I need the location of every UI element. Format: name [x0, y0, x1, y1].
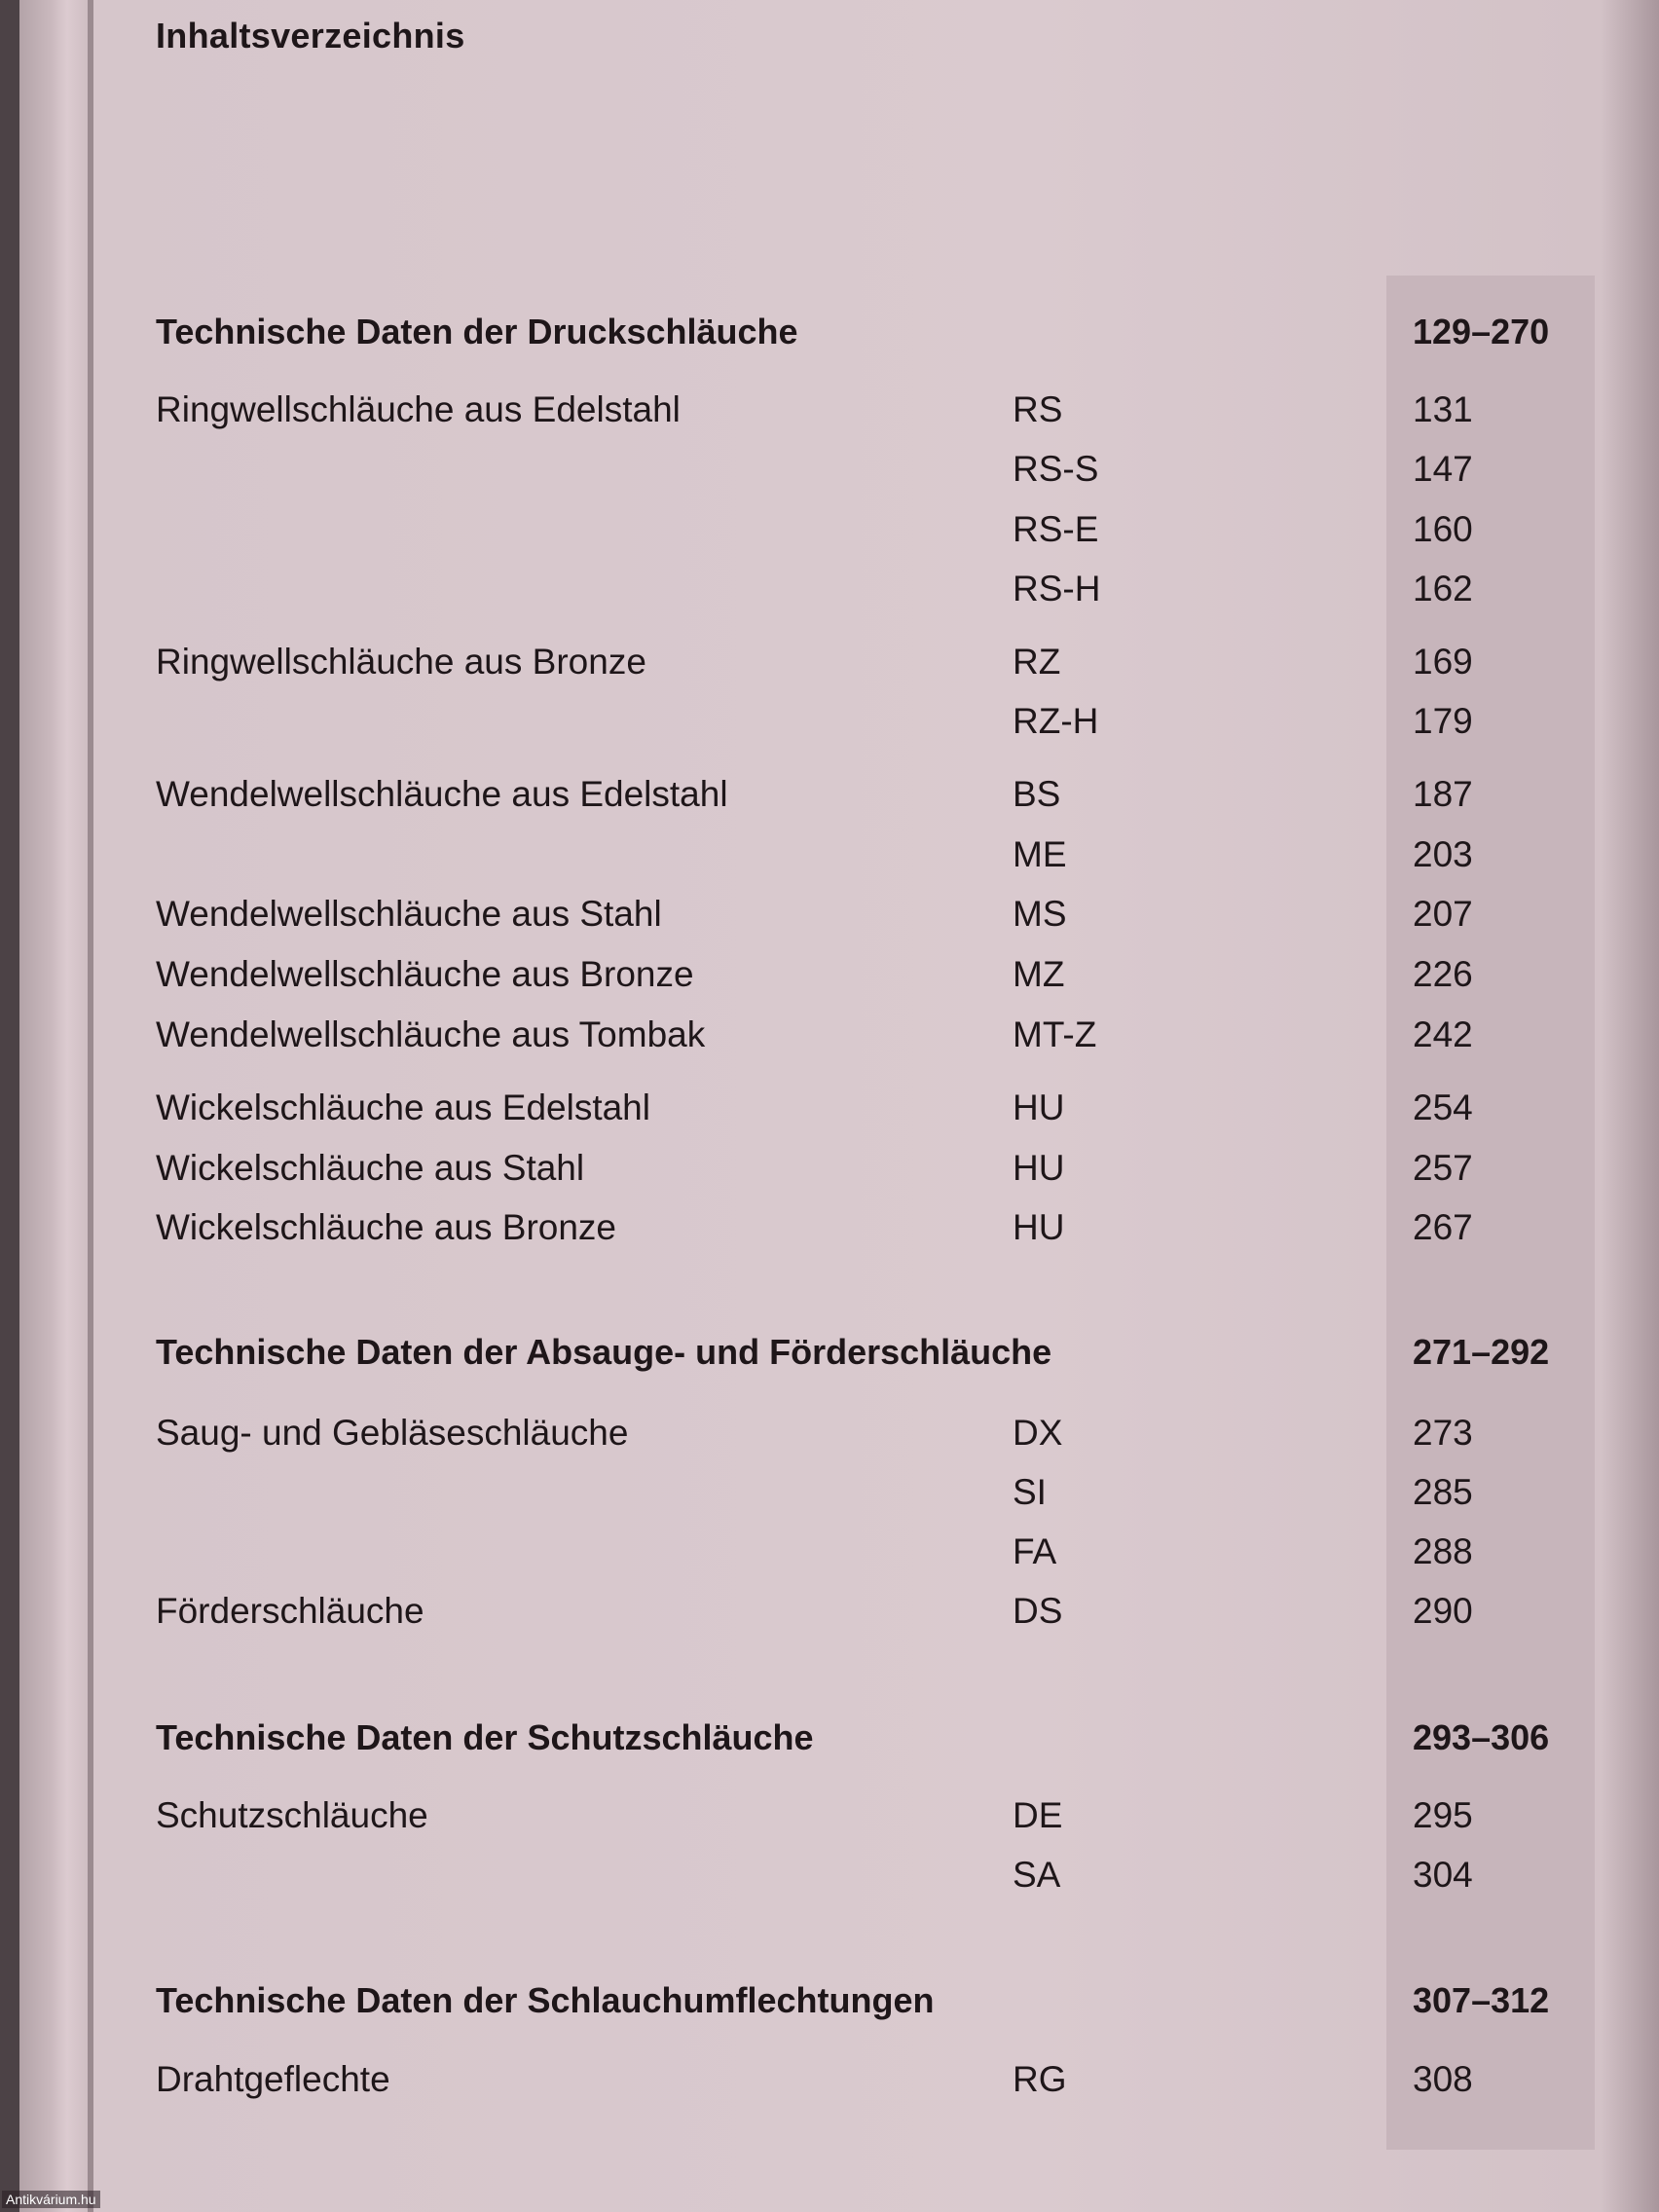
entry-label: Wendelwellschläuche aus Stahl [156, 894, 662, 934]
toc-entry [0, 642, 1659, 688]
toc-entry [0, 509, 1659, 556]
section-title: Technische Daten der Absauge- und Förderschläuche [156, 1332, 1052, 1372]
entry-label: Ringwellschläuche aus Bronze [156, 642, 646, 682]
entry-code: MS [1013, 894, 1067, 934]
section-title: Technische Daten der Schutzschläuche [156, 1717, 814, 1757]
entry-code: DE [1013, 1795, 1063, 1835]
toc-entry [0, 834, 1659, 881]
page-title: Inhaltsverzeichnis [156, 16, 465, 55]
entry-code: RS-E [1013, 509, 1099, 549]
entry-page: 207 [1413, 894, 1473, 934]
entry-code: MZ [1013, 954, 1065, 994]
entry-page: 169 [1413, 642, 1473, 682]
section-page-range: 271–292 [1413, 1332, 1550, 1372]
entry-page: 226 [1413, 954, 1473, 994]
toc-entry [0, 1472, 1659, 1519]
entry-label: Wendelwellschläuche aus Edelstahl [156, 774, 728, 814]
entry-page: 288 [1413, 1531, 1473, 1571]
toc-entry [0, 1531, 1659, 1578]
entry-label: Wickelschläuche aus Bronze [156, 1207, 616, 1247]
entry-label: Wendelwellschläuche aus Bronze [156, 954, 694, 994]
toc-entry [0, 1148, 1659, 1195]
entry-code: FA [1013, 1531, 1057, 1571]
toc-entry [0, 954, 1659, 1001]
toc-entry [0, 1795, 1659, 1842]
section-title: Technische Daten der Schlauchumflechtungen [156, 1980, 935, 2020]
entry-page: 179 [1413, 701, 1473, 741]
toc-entry [0, 894, 1659, 940]
entry-page: 242 [1413, 1014, 1473, 1054]
section-page-range: 307–312 [1413, 1980, 1550, 2020]
entry-code: RG [1013, 2059, 1067, 2099]
entry-page: 308 [1413, 2059, 1473, 2099]
entry-code: BS [1013, 774, 1061, 814]
entry-label: Wickelschläuche aus Edelstahl [156, 1088, 650, 1127]
toc-section-heading [0, 1717, 1659, 1764]
entry-page: 162 [1413, 569, 1473, 608]
entry-code: RS [1013, 389, 1063, 429]
entry-code: HU [1013, 1148, 1065, 1188]
section-page-range: 293–306 [1413, 1717, 1550, 1757]
toc-entry [0, 389, 1659, 436]
section-title: Technische Daten der Druckschläuche [156, 312, 798, 351]
toc-section-heading [0, 1980, 1659, 2027]
toc-section-heading [0, 312, 1659, 358]
entry-code: RS-S [1013, 449, 1099, 489]
toc-entry [0, 701, 1659, 748]
entry-code: DX [1013, 1413, 1063, 1453]
toc-entry [0, 1591, 1659, 1638]
entry-page: 285 [1413, 1472, 1473, 1512]
entry-page: 254 [1413, 1088, 1473, 1127]
toc-section-heading [0, 1332, 1659, 1379]
toc-entry [0, 449, 1659, 496]
entry-label: Saug- und Gebläseschläuche [156, 1413, 629, 1453]
entry-label: Wickelschläuche aus Stahl [156, 1148, 585, 1188]
toc-entry [0, 1855, 1659, 1901]
entry-code: SI [1013, 1472, 1047, 1512]
entry-label: Förderschläuche [156, 1591, 424, 1631]
toc-entry [0, 1207, 1659, 1254]
toc-entry [0, 1088, 1659, 1134]
toc-entry [0, 2059, 1659, 2106]
entry-code: RZ [1013, 642, 1061, 682]
entry-code: MT-Z [1013, 1014, 1097, 1054]
entry-page: 267 [1413, 1207, 1473, 1247]
toc-entry [0, 569, 1659, 615]
entry-code: RS-H [1013, 569, 1101, 608]
entry-label: Schutzschläuche [156, 1795, 428, 1835]
entry-page: 203 [1413, 834, 1473, 874]
entry-page: 304 [1413, 1855, 1473, 1895]
entry-page: 160 [1413, 509, 1473, 549]
entry-label: Drahtgeflechte [156, 2059, 390, 2099]
entry-code: HU [1013, 1088, 1065, 1127]
entry-page: 257 [1413, 1148, 1473, 1188]
entry-code: DS [1013, 1591, 1063, 1631]
entry-code: SA [1013, 1855, 1061, 1895]
entry-page: 131 [1413, 389, 1473, 429]
entry-label: Ringwellschläuche aus Edelstahl [156, 389, 681, 429]
entry-code: RZ-H [1013, 701, 1099, 741]
entry-page: 273 [1413, 1413, 1473, 1453]
section-page-range: 129–270 [1413, 312, 1550, 351]
toc-entry [0, 1014, 1659, 1061]
entry-page: 187 [1413, 774, 1473, 814]
toc-entry [0, 774, 1659, 821]
entry-page: 290 [1413, 1591, 1473, 1631]
watermark: Antikvárium.hu [2, 2191, 100, 2208]
entry-code: ME [1013, 834, 1067, 874]
entry-page: 147 [1413, 449, 1473, 489]
entry-label: Wendelwellschläuche aus Tombak [156, 1014, 706, 1054]
toc-entry [0, 1413, 1659, 1459]
entry-code: HU [1013, 1207, 1065, 1247]
entry-page: 295 [1413, 1795, 1473, 1835]
